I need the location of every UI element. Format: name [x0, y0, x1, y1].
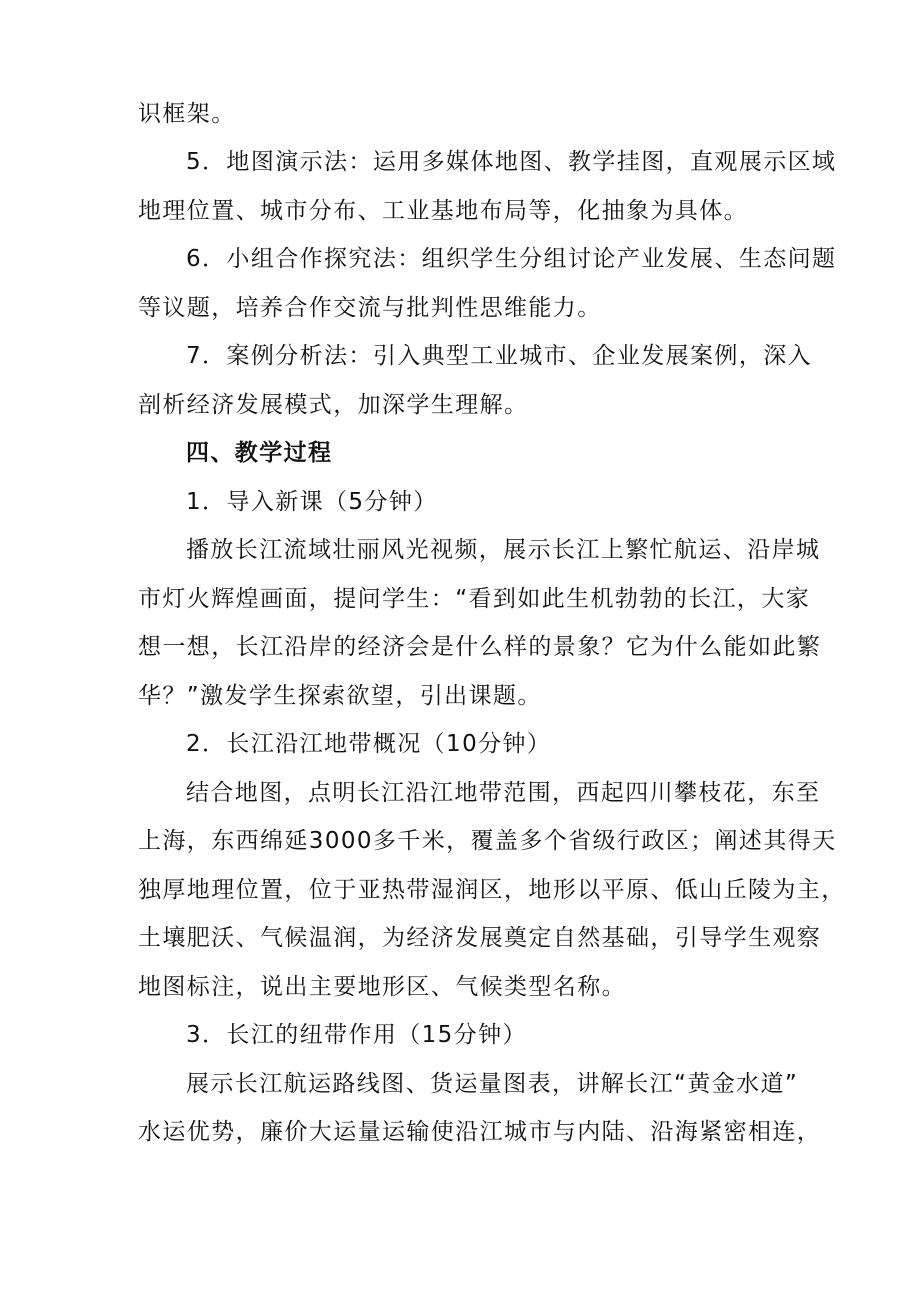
text-line: 水运优势，廉价大运量运输使沿江城市与内陆、沿海紧密相连，	[138, 1119, 822, 1145]
method-6-line: 6．小组合作探究法：组织学生分组讨论产业发展、生态问题	[186, 246, 837, 272]
text-line: 土壤肥沃、气候温润，为经济发展奠定自然基础，引导学生观察	[138, 925, 822, 951]
text-line: 剖析经济发展模式，加深学生理解。	[138, 392, 529, 418]
step-2-heading: 2．长江沿江地带概况（10分钟）	[186, 731, 552, 757]
text-line: 市灯火辉煌画面，提问学生：“看到如此生机勃勃的长江，大家	[138, 586, 811, 612]
text-line: 想一想，长江沿岸的经济会是什么样的景象？它为什么能如此繁	[138, 634, 822, 660]
method-5-line: 5．地图演示法：运用多媒体地图、教学挂图，直观展示区域	[186, 149, 837, 175]
step-1-heading: 1．导入新课（5分钟）	[186, 489, 438, 515]
method-7-line: 7．案例分析法：引入典型工业城市、企业发展案例，深入	[186, 343, 813, 369]
text-line: 上海，东西绵延3000多千米，覆盖多个省级行政区；阐述其得天	[138, 828, 837, 854]
text-line: 华？”激发学生探索欲望，引出课题。	[138, 683, 542, 709]
step-3-heading: 3．长江的纽带作用（15分钟）	[186, 1022, 527, 1048]
text-line: 结合地图，点明长江沿江地带范围，西起四川攀枝花，东至	[186, 780, 821, 806]
text-line: 地理位置、城市分布、工业基地布局等，化抽象为具体。	[138, 198, 748, 224]
text-line: 等议题，培养合作交流与批判性思维能力。	[138, 295, 602, 321]
text-line: 独厚地理位置，位于亚热带湿润区，地形以平原、低山丘陵为主，	[138, 877, 846, 903]
text-line: 地图标注，说出主要地形区、气候类型名称。	[138, 974, 626, 1000]
section-heading: 四、教学过程	[186, 440, 333, 466]
text-line: 识框架。	[138, 101, 236, 127]
text-line: 展示长江航运路线图、货运量图表，讲解长江“黄金水道”	[186, 1071, 799, 1097]
text-line: 播放长江流域壮丽风光视频，展示长江上繁忙航运、沿岸城	[186, 537, 821, 563]
